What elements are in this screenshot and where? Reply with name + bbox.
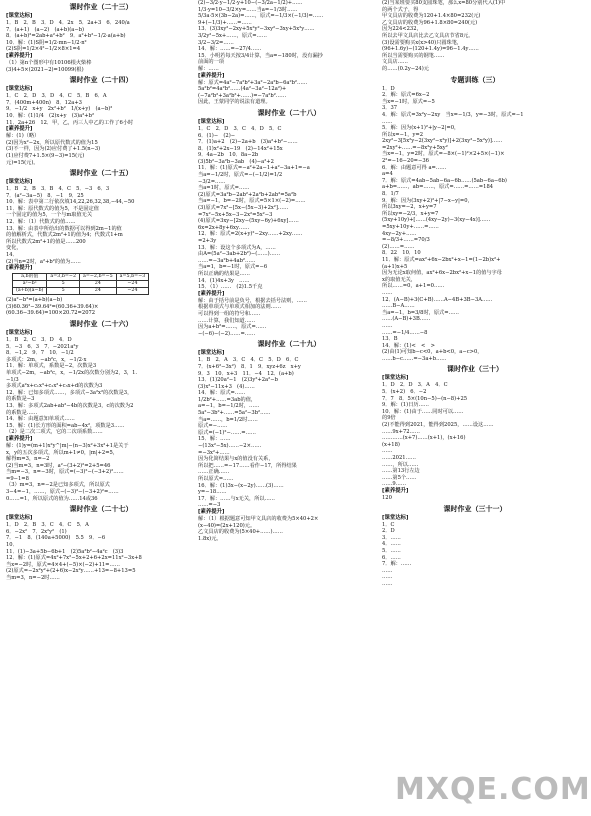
answer-line: 14．解：原式=…… <box>198 390 246 397</box>
answer-line: 5a²−3b²+……=5a²−3b²…… <box>198 410 271 417</box>
answer-line: −3/2=…… <box>198 178 226 185</box>
answer-line: 的值解析式，代数式2m²+1的值为4；代数式1+m <box>6 232 123 239</box>
answer-line: 所以去甲文具店比去乙文具店节省8元。 <box>382 32 474 39</box>
section-tag: [素养提升] <box>198 508 225 515</box>
table-cell: (a+b)(a−b) <box>13 288 47 295</box>
answer-line: 15．小明若每天按3/4计算，当a=−180时，没有漏抄 <box>198 52 323 59</box>
answer-line: 1．D <box>382 85 395 92</box>
answer-line: −(−6)−(−2)……=…… <box>198 330 256 337</box>
answer-line: 13．(3)3xy²−2xy+5x²y²−3xy²−3xy+5x²y…… <box>198 26 315 33</box>
answer-line: ……第5个…… <box>382 474 417 481</box>
answer-line: …… <box>382 289 393 296</box>
answer-line: =−8/3+……=70/3 <box>382 237 430 244</box>
answer-line: 所以3xy=−2，x+y=7 <box>382 204 437 211</box>
answer-line: 15．（1）…… (2)1.5千克 <box>198 284 263 291</box>
answer-line: =−3x²+…… <box>198 449 230 456</box>
answer-line: 解：…… <box>198 65 219 72</box>
answer-line: 前面的一项 <box>198 59 224 66</box>
answer-line: 甲文具店的收费为120+1.4×80=232(元) <box>382 13 481 20</box>
answer-line: 当a=−1，b=−2时，原式=5×1×(−2)=…… <box>198 198 306 205</box>
answer-line: ……9…… <box>382 481 407 488</box>
section-tag: [素养提升] <box>6 265 33 272</box>
answer-line: 的……(0.2y−24)元 <box>382 65 429 72</box>
answer-line: ……9x+72…… <box>382 428 420 435</box>
answer-line: 的9倍 <box>382 415 396 422</box>
answer-line: ……2021…… <box>382 455 416 461</box>
answer-line: …… <box>382 118 393 125</box>
answer-line: (3)4+5×(2021−2)=10099(根) <box>6 66 84 73</box>
answer-line: 因为无论x取何值，ax²+6x−2bx²+x−1的值与字母 <box>382 270 502 277</box>
answer-line: 14．(1)4x+3y …… <box>198 277 250 284</box>
answer-line: 的系数是−3 <box>6 396 35 403</box>
answer-line: 7．7 8．5×(10n−5)−(n−8)+25 <box>382 395 468 402</box>
answer-line: 由A=(5a²−3ab+2b²)−(……)…… <box>198 251 281 258</box>
answer-line: 7．(x+6²−3x²) 8．1 9．xyz+6z x+y <box>198 363 301 370</box>
section-tag: [课堂达标] <box>6 330 33 336</box>
section-tag: [素养提升] <box>382 487 409 494</box>
answer-line: 所以……=0，a+1=0…… <box>382 283 445 290</box>
answer-line: a=4 <box>382 171 393 178</box>
answer-line: (2)……=…… <box>382 243 415 250</box>
answer-line: 14．解：……=−27/4…… <box>198 46 262 53</box>
answer-line: 4．…… <box>382 541 401 548</box>
answer-line: 当x=−1时，原式=−5 <box>382 98 435 105</box>
answer-line: 8．1/7 <box>382 191 399 198</box>
section-title: 课时作业（二十八） <box>257 108 321 117</box>
answer-line: 13．解：多项式2ab+ab²−4b的次数是3，c的次数为2 <box>6 402 134 409</box>
answer-line: 11．解：(1)原式=−a²+2a−1+a²−3a+1=−a <box>198 165 310 172</box>
answer-line: 12．解：已知多项式……，多项式−3a²x²的次数是3， <box>6 389 133 396</box>
answer-line: 解：(1)（略） <box>6 133 40 140</box>
table-cell: −24 <box>116 288 149 295</box>
answer-line: 16．解：(1)3x−(x−2y)……(3)…… <box>198 482 284 489</box>
section-title: 课时作业（二十七） <box>69 505 133 514</box>
answer-line: 6．−2x² 7．2x²y² (1) <box>6 528 67 535</box>
section-tag: [课堂达标] <box>198 118 225 125</box>
table-cell: 5 <box>47 288 80 295</box>
answer-line: 2．D <box>382 528 395 535</box>
answer-line: (1)应付费7+1.5×(9−3)=15(元) <box>6 152 85 159</box>
answer-line: (−7a²b²+3a²b²+……)=−7a²b²…… <box>198 92 287 99</box>
answer-line: ……=−1/4……−8 <box>382 329 428 336</box>
answer-line: 11．解：原式=ax²+6x−2bx²+x−1=(1−2b)x²+ <box>382 256 501 263</box>
section-tag: [课堂达标] <box>6 86 33 93</box>
answer-line: 9．解：因为(3xy+2)²+|7−x−y|=0， <box>382 197 473 204</box>
answer-line: 当x=−2时，原式=4×4+(−5)×(−2)+11=…… <box>6 561 120 568</box>
section-title: 课时作业（三十） <box>447 365 503 374</box>
answer-line: 所以代数式2m²+1的值是……200 <box>6 238 86 245</box>
answer-line: 所以当需要购买的钢笔…… <box>382 52 445 59</box>
answer-line: 4xy−2y+…… <box>382 230 417 237</box>
answer-line: −1/3 <box>6 376 19 383</box>
answer-line: 1．C 2．D 3．C 4．D 5．C <box>198 125 282 132</box>
answer-line: a+b=……，ab=……，原式=……=……=184 <box>382 184 494 191</box>
answer-line: 1．B 2．B 3．D 4．2x 5．2a+3 6．240/a <box>6 20 130 26</box>
answer-line: 解：(1)y=(m+1)x²y^|m|−(n−3)x²+3x²+1是关于 <box>6 442 129 449</box>
answer-line: …… <box>382 574 393 581</box>
answer-line: 13．B <box>382 336 398 343</box>
answer-line: 3−4=−1，……，原式−(−3)²−(−3+2)²=…… <box>6 489 119 496</box>
answer-line: 1/3·y=10−3/2×y=……当a=−1/3时…… <box>198 6 298 13</box>
section-title: 专题训练（三） <box>450 75 500 84</box>
answer-line: 所以原式=…… <box>198 476 234 482</box>
answer-line: (3)不一样，因为(2)应付费了+1.5(n−3) <box>6 146 101 153</box>
answer-line: 11．解：原代数式的值为5，不是固定值 <box>6 205 99 212</box>
answer-line: 1．C <box>382 521 395 528</box>
answer-line: (5xy+10y)+[……(4xy−2y)−3(xy−4x)]…… <box>382 217 491 224</box>
answer-line: 当m=−3，n=−3时，原式=(−3)²−(−3+2)²…… <box>6 469 124 476</box>
table-cell: a=3,b=−2 <box>47 274 80 281</box>
answer-line: 2²=−16−20=−36 <box>382 158 429 165</box>
table-cell: a=5,b=−3 <box>116 274 149 281</box>
answer-line: (a+1)x+5 <box>382 263 408 270</box>
answer-line: 12．解：（1）代数式的值…… <box>6 219 76 226</box>
answer-line: 12．解：(1)原式=4x²+7x²−5x+2+6+2x=11x²−3x+8 <box>6 555 142 562</box>
answer-line: 1．B 2．A 3．C 4．C 5．D 6．C <box>198 357 299 364</box>
answer-line: (2)由(1)可知b−c<0，a+b<0，a−c>0， <box>382 349 483 356</box>
answer-line: 6．(1)− (2)− <box>198 132 236 139</box>
answer-line: 13．(1)20a²−1 (2)3y²+2a²−b <box>198 377 278 384</box>
answer-line: −(13x²−5x)……−2×…… <box>198 443 262 450</box>
answer-line: (60.36−39.64)=100×20.72=2072 <box>6 310 96 317</box>
answer-line: 8．(a+b)²=2ab+a²+b² 9．a²+b²−1/2·a(a+b) <box>6 33 126 40</box>
answer-line: (2)当m=3，n=3时，a²−(3+2)²=2+5=46 <box>6 462 111 469</box>
answer-line: 13．解：由表中所给出的数据可以得到2m−1的值 <box>6 225 122 232</box>
answer-line: 5．…… <box>382 547 401 554</box>
answer-line: (3)5b²−3a²b−3ab (4)−a²+2 <box>198 158 274 165</box>
answer-line: 8．22 10．10 <box>382 250 421 257</box>
answer-line: 3/2y²−5x+……，原式=…… <box>198 32 267 39</box>
answer-line: ……，所以…… <box>382 461 419 468</box>
answer-line: 12．(A−B)+3(C+B)……A−4B+3B−3A…… <box>382 296 493 303</box>
answer-line: 2．解：原式=6x−2 <box>382 92 430 99</box>
answer-line: 11．(1)−3a+5b−6b+1 (2)5a³b²−4a²c (3)3 <box>6 548 124 555</box>
answer-line: 所以x=−1，y=2 <box>382 131 424 138</box>
answer-line: 5a²b²=4a²b²……(4a²−3a²−12a²)+ <box>198 86 287 93</box>
answer-line: 1．B 2．C 3．D 4．D <box>6 337 72 343</box>
section-title: 课时作业（二十四） <box>69 76 133 85</box>
answer-line: 1．C 2．D 3．D 4．C 5．B 6．A <box>6 93 107 100</box>
answer-line: …… <box>382 567 393 574</box>
section-tag: [素养提升] <box>6 52 33 59</box>
answer-line: ……(A−B)+3B…… <box>382 316 431 323</box>
answer-line: 解：原式=4a²−7a²b²+3a²−2a²b−6a²b²…… <box>198 79 308 86</box>
answer-line: …… <box>382 448 393 455</box>
answer-line: 3/2−3/2=…… <box>198 39 234 46</box>
answer-line: 因为224<232， <box>382 26 422 33</box>
answer-line: 6x=2x+8y+6xy…… <box>198 224 250 231</box>
section-tag: [课堂达标] <box>382 514 409 521</box>
answer-line: 因此，王蒙同学的说法有道理。 <box>198 99 271 106</box>
answer-line: 4．解：原式=3x²y−2xy 当x=−1/3，y=−3时，原式=−1 <box>382 111 524 118</box>
answer-line: …… <box>382 580 393 587</box>
answer-line: 7．解：…… <box>382 561 412 568</box>
answer-line: 5．(x+2) 6．−2 <box>382 389 427 396</box>
answer-line: 9．−1/2 x+y 2x²+b² 1/(x+y) (a−b)² <box>6 106 113 113</box>
answer-line: 2xy²−3[5x²y−2(3xy²−x²y)]+2(3xy²−5x²y)]…… <box>382 138 503 145</box>
section-tag: [素养提升] <box>198 290 225 297</box>
answer-line: 因为a+b²=……，原式=…… <box>198 324 267 331</box>
section-tag: [素养提升] <box>6 435 33 442</box>
answer-line: 所以正确的结果是…… <box>198 270 250 277</box>
answer-line: 17．解：……与x无关，所以…… <box>198 495 275 502</box>
answer-line: 原式=(−1)²−……=…… <box>198 429 256 436</box>
answer-line: 8．(1)x²+2x−19 (2)−14x²+15x <box>198 145 283 152</box>
column-right <box>382 0 591 816</box>
answer-line: 因为化简结果与x的值没有关系， <box>198 456 274 463</box>
table-cell: 24 <box>80 281 117 288</box>
column-left <box>6 0 196 816</box>
answer-line: 10．解：(1)由于……同时可以…… <box>382 408 464 415</box>
answer-line: y=−18…… <box>198 489 227 496</box>
answer-line: …… <box>382 322 393 329</box>
answer-line: 当a=1时，原式=…… <box>198 185 250 192</box>
table-cell: a²−b² <box>13 281 47 288</box>
answer-line: 变化， <box>6 245 22 252</box>
answer-line: 9．4a−2b 10．8a−2b <box>198 152 259 159</box>
answer-line: a=−1，b=−1/2时，…… <box>198 403 260 410</box>
answer-line: 14．解：由题意知单项式…… <box>6 416 75 423</box>
answer-line: (2)S阴=1/2×4²−1/2×8×1=4 <box>6 46 81 53</box>
answer-line: 10． <box>6 542 18 549</box>
answer-line: 12．解：原式=2(x+y)²−2xy……+2xy…… <box>198 231 303 238</box>
answer-line: （2）是二次二项式，它的二次项系数…… <box>6 429 103 436</box>
answer-line: 所以把……=−17……看作−17，所得结果 <box>198 462 297 469</box>
table-cell: 5 <box>47 281 80 288</box>
answer-line: 7．解：原式=4ab−5ab−6a−6b……(5ab−6a−6b) <box>382 177 507 184</box>
answer-line: (x−40)=(2x+120)元。 <box>198 522 256 529</box>
answer-line: 6．…… <box>382 554 401 561</box>
answer-line: ……第13行左边 <box>382 468 420 475</box>
answer-line: 9．3 10．x+3 11．−4 12．(a+b) <box>198 370 294 377</box>
answer-line: 元)=15(元)。 <box>6 159 39 166</box>
answer-line: 5．−3 6．3 7．−2021a²y <box>6 343 79 350</box>
section-tag: [课堂达标] <box>382 375 409 382</box>
answer-line: 一个固定的值为5，一个与m取值无关 <box>6 212 93 219</box>
section-title: 课时作业（二十三） <box>69 3 133 11</box>
section-tag: [课堂达标] <box>6 179 33 186</box>
section-title: 课时作业（二十五） <box>69 169 133 178</box>
answer-line: 解：（1）根据题意可知甲文具店的收费为5×40+2× <box>198 515 319 522</box>
answer-line: ……计算，我们知道…… <box>198 317 256 324</box>
answer-line: (x+18) <box>382 441 400 448</box>
answer-line: (2)a²−b²=(a+b)(a−b) <box>6 297 63 304</box>
answer-line: (2)因为x²−2x，所以原代数式的值为15 <box>6 139 98 146</box>
answer-line: 13．解：设这个多项式为A，…… <box>198 244 276 251</box>
answer-line: 当a=−1，b=3/8时，原式=…… <box>382 309 459 316</box>
answer-line: 1.8x)元。 <box>198 535 222 542</box>
answer-line: 当a=−1/2时，原式=−(−1/2)=1/2 <box>198 172 283 179</box>
answer-line: 的系数是…… <box>6 409 38 416</box>
table-cell: a,b的值 <box>13 274 47 281</box>
answer-line: (2)−3/2·y−1/2·y+10−(−3/2a−1/2)+…… <box>198 0 303 6</box>
answer-line: 1．D 2．B 3．C 4．C 5．A <box>6 522 89 529</box>
answer-line: 10．解：(1)S阴=1/2·mn−1/2·n² <box>6 39 87 46</box>
answer-line: ……B−A…… <box>382 303 415 310</box>
section-title: 课时作业（二十六） <box>69 320 133 328</box>
answer-line: (3)设需要购买x(x>40)只圆珠笔， <box>382 39 463 46</box>
answer-line: 5/3a·5×(3b−2a)=……，原式=−1/3×(−1/3)=…… <box>198 13 324 20</box>
section-tag: [素养提升] <box>198 72 225 79</box>
answer-line: 当m=3，n=−2时…… <box>6 575 60 581</box>
answer-line: 10．解：表中第二行依次填14,22,26,32,38,−44,−50 <box>6 199 135 206</box>
answer-line: 9．解：(1)日历…… <box>382 402 429 409</box>
answer-line: 10．解：(1)1/4 (2)x+y (3)a²+b² <box>6 112 95 119</box>
answer-line: =2xy²+……=−8x²y+5xy² <box>382 144 448 151</box>
answer-line: 根据单项式与单项式相加的法则…… <box>198 304 282 311</box>
answer-line: 7．(1)a+2 (2)−2a+b (3)a²+b²−…… <box>198 139 298 146</box>
answer-line: 乙文具店的收费为(5×40+……)…… <box>198 529 283 536</box>
answer-line: ……正确…… <box>198 469 230 476</box>
answer-line: 8．−1,2 9．7 10．−1/2 <box>6 350 74 357</box>
answer-line: =5xy+10y+……=…… <box>382 224 439 230</box>
answer-line: (3)原式=7x²−[5x−(5x−3)+2x²]…… <box>198 205 289 212</box>
answer-line: 15．解：…… <box>198 436 231 443</box>
answer-line: （1）第n个图形中有10106根火柴棒 <box>6 59 92 66</box>
answer-line: (2)当某班要买80支圆珠笔，那么x=80分别代入(1)中 <box>382 0 506 6</box>
answer-line: (2)当n=2时，a²+b²的值为…… <box>6 258 81 265</box>
answer-line: (2)不能得到2021，能得到2025，……设这…… <box>382 422 494 429</box>
answer-line: =9−1=8 <box>6 475 29 482</box>
table-row <box>13 281 149 288</box>
answer-line: 15．解：(1)长方形的面积=ab−4x²，项数是3…… <box>6 422 125 429</box>
answer-line: 7．(400m+400n) 8．12a+3 <box>6 99 82 106</box>
watermark-logo: MXQE.COM <box>395 772 591 807</box>
answer-line: 3．37 <box>382 105 398 112</box>
answer-line: =7x²−5x+5x−3−2x²=5x²−3 <box>198 211 273 218</box>
answer-line: 14．解：(1)< < > <box>382 342 435 349</box>
answer-line: ……=−3a²b+4ab²…… <box>198 257 256 264</box>
answer-line: =2+3y <box>198 238 217 244</box>
section-tag: [课堂达标] <box>6 13 33 19</box>
answer-line: 多项式a²x+c₁x³+c₂x²+c₃x+d的次数为3 <box>6 383 103 390</box>
answer-line: 9+(−1/3)+……=…… <box>198 19 252 26</box>
answer-line: 5．解：因为(x+1)²+|y−2|=0， <box>382 125 460 132</box>
table-cell: −24 <box>116 281 149 288</box>
answer-line: ……b−c……=−3a+b…… <box>382 355 447 362</box>
answer-line: 3．…… <box>382 534 401 541</box>
answer-line: 乙文具店的收费为96+1.8×80=240(元) <box>382 19 478 26</box>
answer-line: (4)原式=3xy−[2xy−(5xy−6y)+6xy]…… <box>198 218 299 225</box>
answer-line: x的取值无关， <box>382 276 417 283</box>
answer-line: 多项式：2m，−ab²c，x，−1/2·x <box>6 356 87 363</box>
answer-line: 11．2a+26 12．甲，乙，丙三人中乙的工作了6小时 <box>6 119 134 126</box>
answer-line: 7．(a+1) (a−2) (a+b)(a−b) <box>6 26 85 33</box>
answer-line: 当a=1，b=−1时，原式=−6 <box>198 264 268 271</box>
answer-line: (3)x²−11x+3 (4)…… <box>198 383 255 390</box>
table-row <box>13 274 149 281</box>
answer-line: （3）m=3，n=−2是已知多项式，所以原式 <box>6 482 110 489</box>
table-row <box>13 288 149 295</box>
answer-line: 120 <box>382 494 392 501</box>
answer-line: 文具店…… <box>382 59 408 66</box>
section-tag: [课堂达标] <box>6 515 33 522</box>
answer-line: 解得m=3，n=−2 <box>6 456 50 463</box>
answer-line: 0……=1，所以原式的值为……14或36 <box>6 495 98 502</box>
answer-line: 14． <box>6 252 18 259</box>
value-table <box>12 273 149 295</box>
answer-line: 1．D 2．D 3．A 4．C <box>382 382 448 389</box>
answer-line: ……=−3 <box>198 502 221 509</box>
table-cell: a=−2,b=−5 <box>80 274 117 281</box>
answer-line: 1．B 2．B 3．B 4．C 5．−3 6．3 <box>6 186 110 193</box>
answer-line: 所以xy=−2/3，x+y=7 <box>382 210 439 217</box>
section-tag: [素养提升] <box>6 126 33 133</box>
answer-line: 7．(a²−3a−5) 8．−1 9．25 <box>6 192 84 199</box>
answer-line: 解：由于括号前是负号，根据去括号法则，…… <box>198 297 307 304</box>
answer-line: x，y的五次多项式，所以m+1≠0，|m|+2=5， <box>6 449 119 456</box>
answer-line: 当a=……，b=1/2时…… <box>198 416 258 423</box>
answer-line: 原式=−…… <box>198 423 228 430</box>
answer-line: (2)原式=3a²b−2ab²+2a²b+2ab²=5a²b <box>198 191 297 198</box>
answer-line: 的两个式子，得 <box>382 6 419 13</box>
answer-line: 11．解：单项式，系数是−2，次数是3 <box>6 363 97 370</box>
answer-line: 当x=−1，y=2时，原式=−8×(−1)²×2+5×(−1)× <box>382 151 505 158</box>
section-title: 课时作业（二十九） <box>257 340 321 349</box>
answer-line: 单项式−2m，−ab²c，x，−1/2x的次数分别为2，3，1. <box>6 369 138 376</box>
section-tag: [课堂达标] <box>198 350 225 357</box>
answer-line: (3)60.36²−39.64²=(60.36+39.64)× <box>6 303 99 310</box>
answer-line: 可以得到一组的符号和…… <box>198 310 261 317</box>
answer-line: 6．解：由题意可得 a=…… <box>382 164 447 171</box>
section-title: 课时作业（三十一） <box>443 504 507 513</box>
answer-line: (96+1.6y)−(120+1.4y)=96−1.4y…… <box>382 46 479 53</box>
answer-line: (2)原式=−2x²y²+(2+6)x−2x²y……+13=−8+13=5 <box>6 568 136 575</box>
answer-line: 1/2b²+……=3ab的值， <box>198 396 257 403</box>
column-middle <box>198 0 380 816</box>
answer-line: 7．−1 8．(140a+5000) 5.5 9．−6 <box>6 535 106 542</box>
table-cell: 24 <box>80 288 117 295</box>
answer-line: …………(x+7)……(x+1)，(x+16) <box>382 435 466 442</box>
